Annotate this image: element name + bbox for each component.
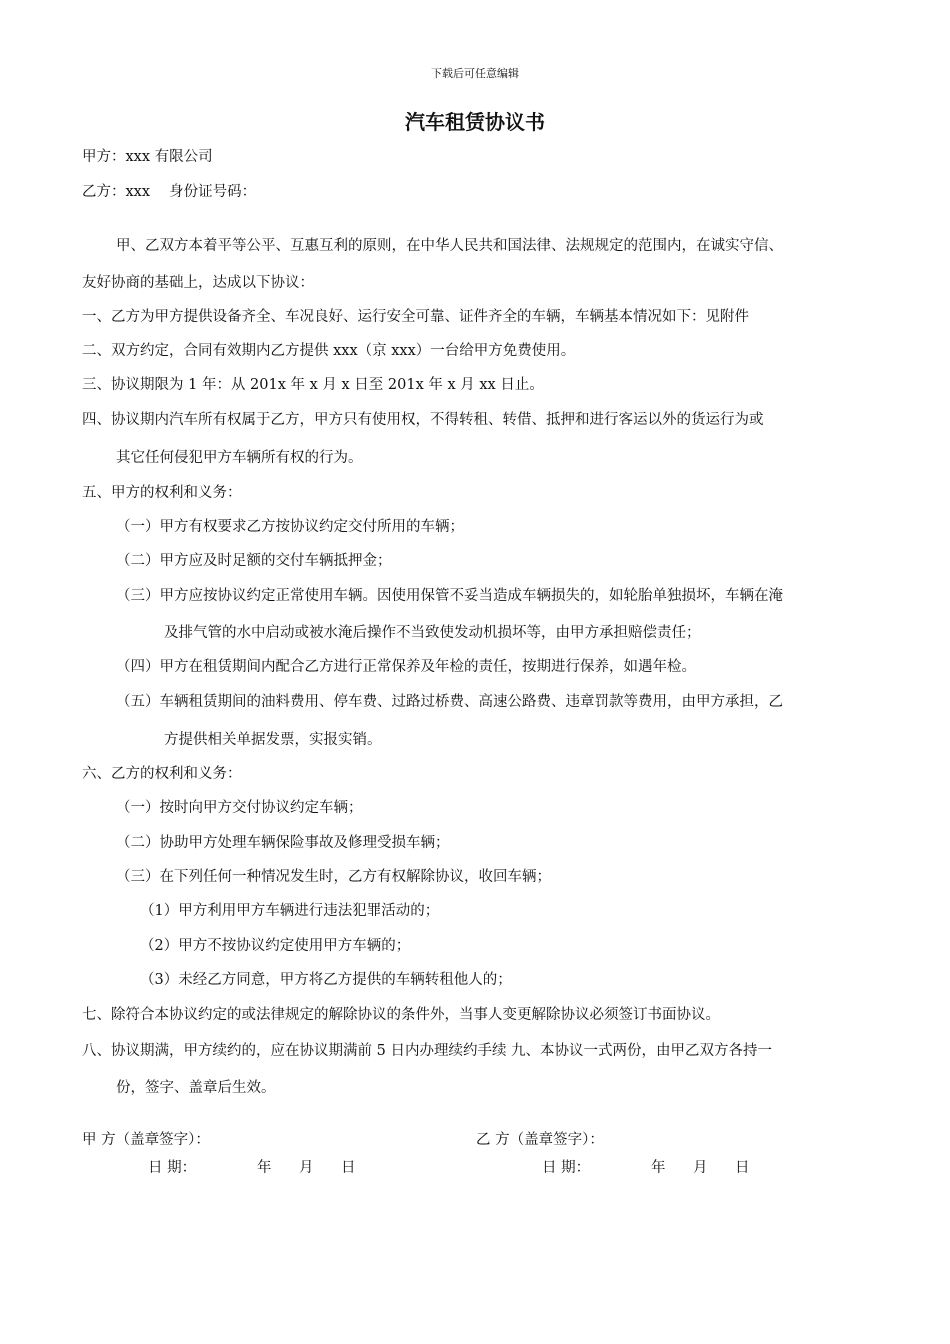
clause-5-title: 五、甲方的权利和义务： — [82, 485, 242, 501]
clause-5-item-2: （二）甲方应及时足额的交付车辆抵押金； — [116, 553, 392, 569]
clause-6-item-1: （一）按时向甲方交付协议约定车辆； — [116, 800, 363, 816]
party-a-signature-label: 甲 方（盖章签字）： — [82, 1132, 210, 1148]
header-note: 下载后可任意编辑 — [431, 67, 519, 80]
clause-2: 二、双方约定，合同有效期内乙方提供 xxx（京 xxx）一台给甲方免费使用。 — [82, 343, 576, 359]
clause-6-sub-3: （3）未经乙方同意，甲方将乙方提供的车辆转租他人的； — [140, 972, 512, 988]
clause-4-line-2: 其它任何侵犯甲方车辆所有权的行为。 — [116, 450, 363, 466]
clause-8-line-1: 八、协议期满，甲方续约的，应在协议期满前 5 日内办理续约手续 九、本协议一式两份，由甲乙双方各持一 — [82, 1043, 773, 1059]
party-a-date-label: 日 期： — [148, 1160, 197, 1176]
party-b-line: 乙方：xxx 身份证号码： — [82, 184, 257, 200]
clause-5-item-3-line-1: （三）甲方应按协议约定正常使用车辆。因使用保管不妥当造成车辆损失的，如轮胎单独损坏，车辆在淹 — [116, 588, 783, 604]
intro-line-2: 友好协商的基础上，达成以下协议： — [82, 275, 314, 291]
clause-1: 一、乙方为甲方提供设备齐全、车况良好、运行安全可靠、证件齐全的车辆，车辆基本情况如下：见附件 — [82, 309, 749, 325]
clause-8-line-2: 份，签字、盖章后生效。 — [116, 1080, 276, 1096]
party-b-date-label: 日 期： — [542, 1160, 591, 1176]
clause-5-item-5-line-1: （五）车辆租赁期间的油料费用、停车费、过路过桥费、高速公路费、违章罚款等费用，由甲方承担，乙 — [116, 694, 783, 710]
clause-5-item-4: （四）甲方在租赁期间内配合乙方进行正常保养及年检的责任，按期进行保养，如遇年检。 — [116, 659, 696, 675]
clause-7: 七、除符合本协议约定的或法律规定的解除协议的条件外，当事人变更解除协议必须签订书面协议。 — [82, 1007, 720, 1023]
party-a-date-day: 日 — [341, 1160, 356, 1176]
document-title: 汽车租赁协议书 — [405, 110, 545, 134]
clause-6-item-2: （二）协助甲方处理车辆保险事故及修理受损车辆； — [116, 835, 450, 851]
party-a-line: 甲方：xxx 有限公司 — [82, 149, 213, 165]
party-b-date-day: 日 — [735, 1160, 750, 1176]
party-b-date-year: 年 — [651, 1160, 666, 1176]
clause-5-item-5-line-2: 方提供相关单据发票，实报实销。 — [164, 732, 382, 748]
clause-6-title: 六、乙方的权利和义务： — [82, 766, 242, 782]
clause-6-item-3: （三）在下列任何一种情况发生时，乙方有权解除协议，收回车辆； — [116, 869, 551, 885]
party-b-date-month: 月 — [693, 1160, 708, 1176]
clause-3: 三、协议期限为 1 年：从 201x 年 x 月 x 日至 201x 年 x 月 xx 日止。 — [82, 377, 544, 393]
clause-5-item-1: （一）甲方有权要求乙方按协议约定交付所用的车辆； — [116, 519, 464, 535]
intro-line-1: 甲、乙双方本着平等公平、互惠互利的原则，在中华人民共和国法律、法规规定的范围内，在诚实守信、 — [116, 238, 783, 254]
clause-4-line-1: 四、协议期内汽车所有权属于乙方，甲方只有使用权，不得转租、转借、抵押和进行客运以外的货运行为或 — [82, 412, 764, 428]
clause-6-sub-1: （1）甲方利用甲方车辆进行违法犯罪活动的； — [140, 903, 440, 919]
party-a-date-year: 年 — [257, 1160, 272, 1176]
party-a-date-month: 月 — [299, 1160, 314, 1176]
party-b-signature-label: 乙 方（盖章签字）： — [476, 1132, 604, 1148]
clause-6-sub-2: （2）甲方不按协议约定使用甲方车辆的； — [140, 938, 411, 954]
clause-5-item-3-line-2: 及排气管的水中启动或被水淹后操作不当致使发动机损坏等，由甲方承担赔偿责任； — [164, 625, 701, 641]
